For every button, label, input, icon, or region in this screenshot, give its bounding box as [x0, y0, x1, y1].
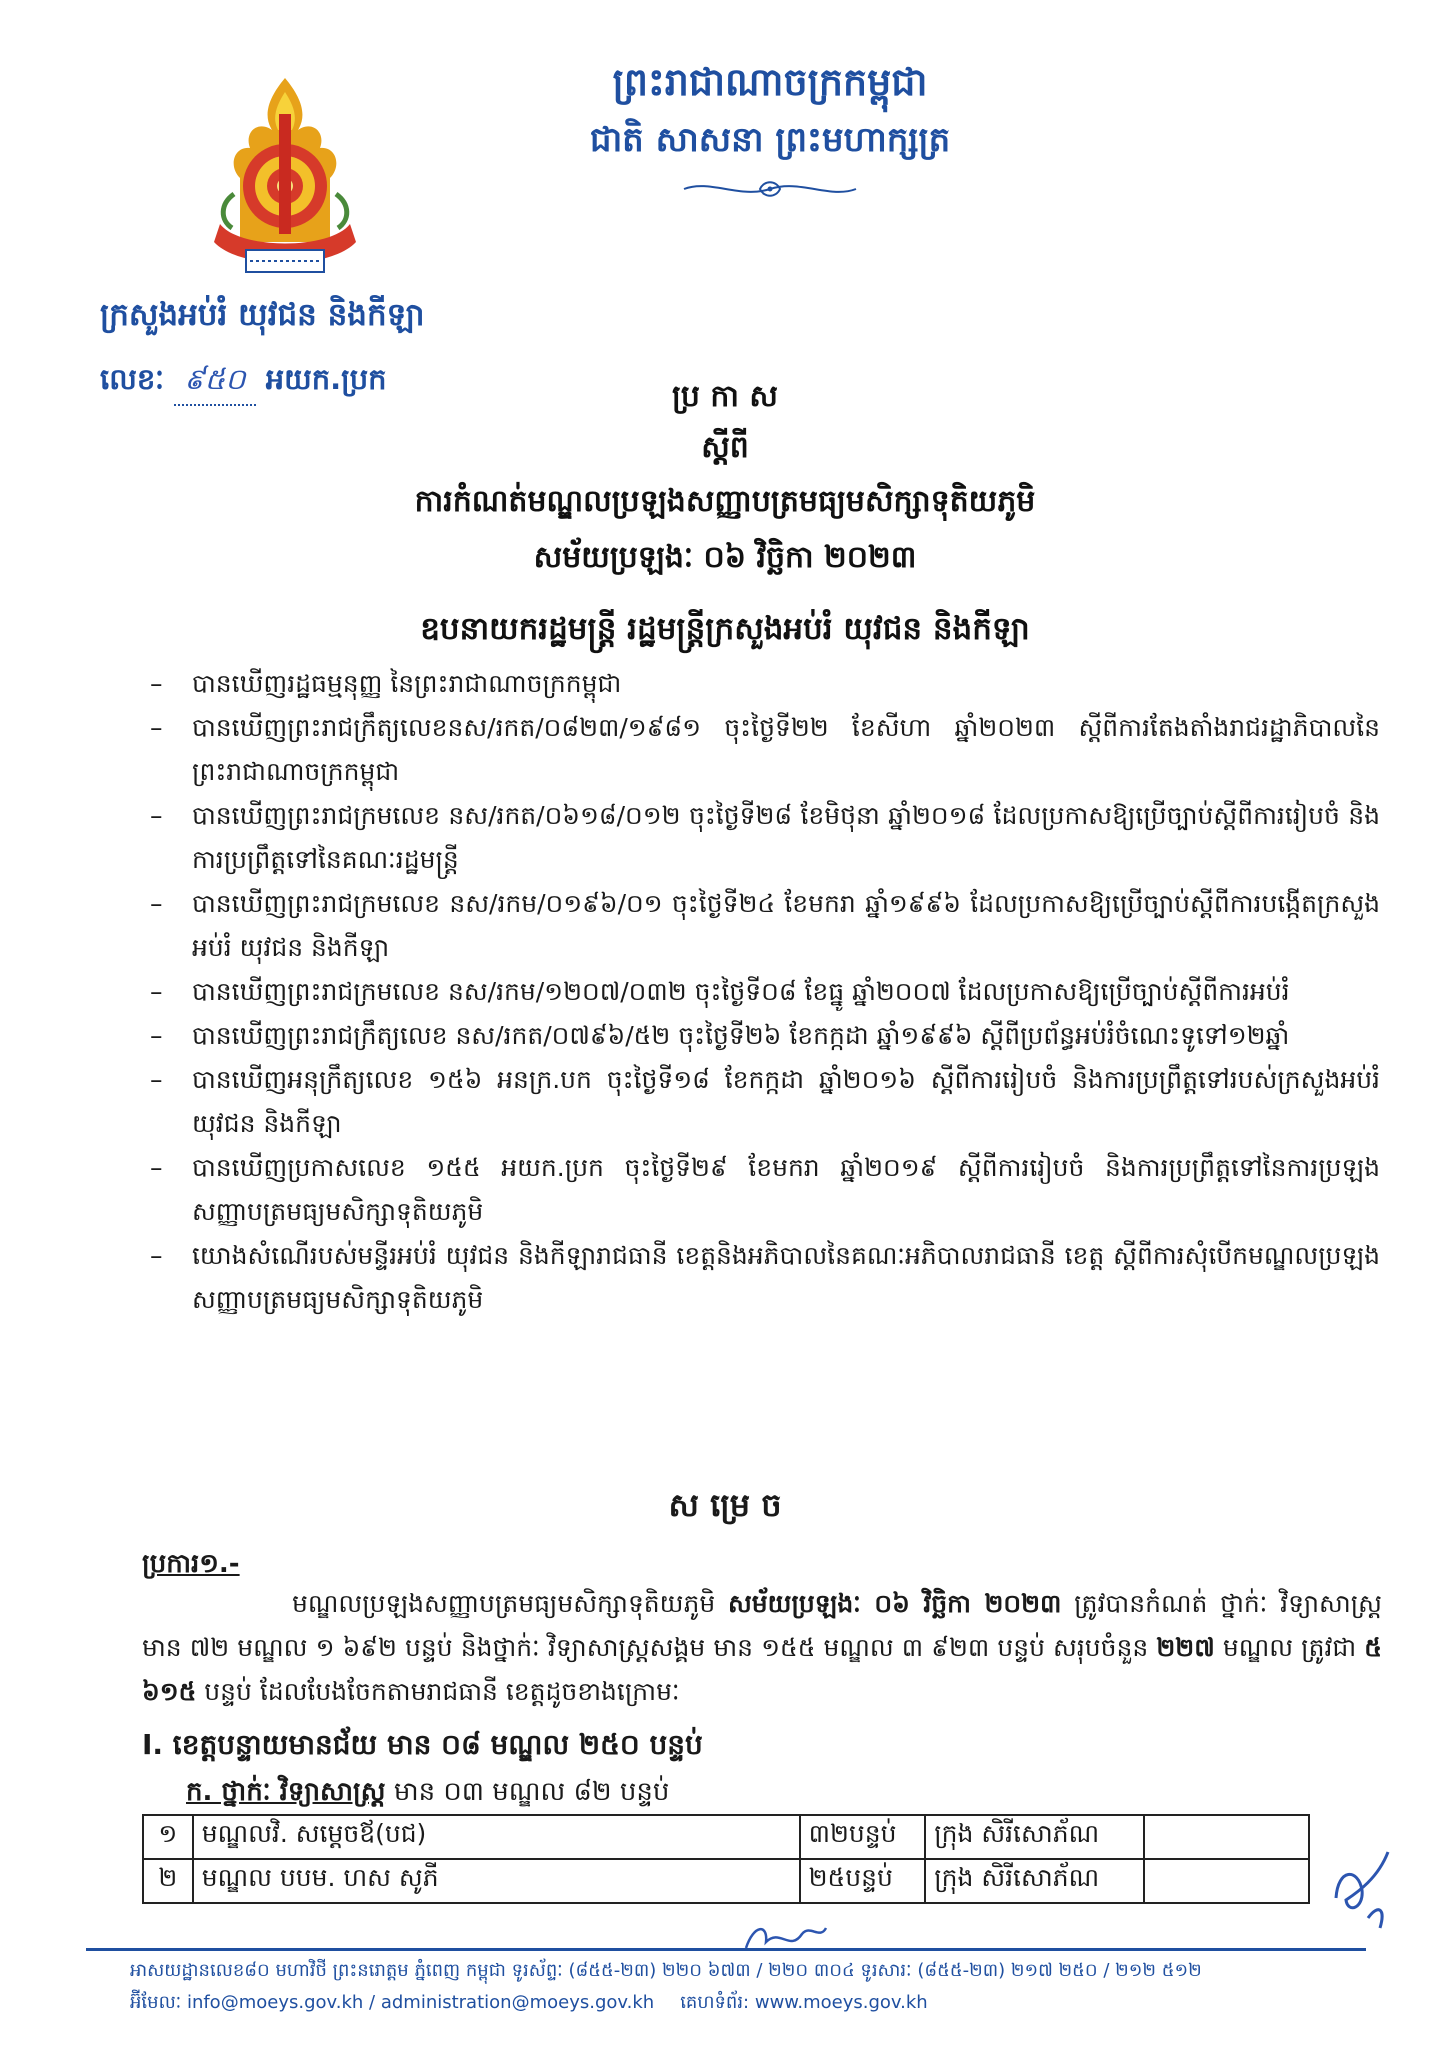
footer-contacts [130, 1988, 1350, 2018]
handwritten-initials-signature [1328, 1838, 1398, 1938]
legal-basis-text: បានឃើញព្រះរាជក្រមលេខ នស/រកម/០១៩៦/០១ ចុះថ្ងៃទី២៤ ខែមករា ឆ្នាំ១៩៩៦ ដែលប្រកាសឱ្យប្រើច្បាប់ស្តីពីការបង្កើតក្រសួងអប់រំ យុវជន និងកីឡា [192, 889, 1380, 962]
announcement-subject: ការកំណត់មណ្ឌលប្រឡងសញ្ញាបត្រមធ្យមសិក្សាទុតិយភូមិ [414, 484, 1036, 519]
dash-bullet: – [150, 1241, 163, 1270]
legal-basis-list [150, 662, 1380, 1322]
legal-basis-item [150, 794, 1380, 882]
dash-bullet: – [150, 713, 163, 742]
legal-basis-text: បានឃើញព្រះរាជក្រឹត្យលេខ នស/រកត/០៧៩៦/៥២ ចុះថ្ងៃទី២៦ ខែកក្កដា ឆ្នាំ១៩៩៦ ស្តីពីប្រព័ន្ធអប់រំចំណេះទូទៅ១២ឆ្នាំ [192, 1021, 1290, 1050]
announcement-type: ប្រ កា ស [672, 379, 778, 414]
center-location: ក្រុង សិរីសោភ័ណ [925, 1815, 1144, 1859]
issuer-title: ឧបនាយករដ្ឋមន្ត្រី រដ្ឋមន្ត្រីក្រសួងអប់រំ យុវជន និងកីឡា [420, 611, 1030, 647]
center-rooms: ៣២បន្ទប់ [800, 1815, 926, 1859]
dash-bullet: – [150, 801, 163, 830]
email-label: អ៊ីមែលៈ [130, 1992, 182, 2013]
legal-basis-item [150, 882, 1380, 970]
article-1-text [142, 1582, 1382, 1714]
legal-basis-item [150, 1234, 1380, 1322]
center-location: ក្រុង សិរីសោភ័ណ [925, 1859, 1144, 1903]
legal-basis-text: បានឃើញព្រះរាជក្រមលេខ នស/រកត/០៦១៨/០១២ ចុះថ្ងៃទី២៨ ខែមិថុនា ឆ្នាំ២០១៨ ដែលប្រកាសឱ្យប្រើច្បាប់ស្តីពីការរៀបចំ និងការប្រព្រឹត្តទៅនៃគណៈរដ្ឋមន្ត្រី [192, 801, 1380, 874]
exam-session-date: សម័យប្រឡងៈ ០៦ វិច្ឆិកា ២០២៣ [533, 540, 917, 575]
center-number: ១ [143, 1815, 193, 1859]
center-note [1144, 1815, 1309, 1859]
website-url: www.moeys.gov.kh [754, 1992, 928, 2013]
stream-heading [186, 1770, 669, 1814]
article-text-part: មណ្ឌលប្រឡងសញ្ញាបត្រមធ្យមសិក្សាទុតិយភូមិ [292, 1589, 728, 1618]
ministry-name: ក្រសួងអប់រំ យុវជន និងកីឡា [100, 297, 425, 333]
website-label: គេហទំព័រ: [680, 1992, 750, 2013]
article-total-centers: ២២៧ [1156, 1633, 1215, 1662]
table-row [143, 1815, 1309, 1859]
legal-basis-text: យោងសំណើរបស់មន្ទីរអប់រំ យុវជន និងកីឡារាជធានី ខេត្តនិងអភិបាលនៃគណៈអភិបាលរាជធានី ខេត្ត ស្តីពីការសុំបើកមណ្ឌលប្រឡងសញ្ញាបត្រមធ្យមសិក្សាទុតិយភូមិ [192, 1241, 1380, 1314]
footer-address: អាសយដ្ឋានលេខ៨០ មហាវិថី ព្រះនរោត្តម ភ្នំពេញ កម្ពុជា ទូរស័ព្ទៈ (៨៥៥-២៣) ២២០ ៦៧៣ / ២២០ ៣០៤ ទូរសារៈ (៨៥៥-២៣) ២១៧ ២៥០ / ២១២ ៥១២ [130, 1960, 1202, 1981]
center-name: មណ្ឌល បបម. ហស សូភី [193, 1859, 800, 1903]
table-row [143, 1859, 1309, 1903]
national-motto: ជាតិ សាសនា ព្រះមហាក្សត្រ [589, 120, 951, 160]
dash-bullet: – [150, 1065, 163, 1094]
decision-heading: ស ម្រេ ច [668, 1486, 782, 1524]
email-address: info@moeys.gov.kh / administration@moeys.gov.kh [186, 1992, 655, 2013]
legal-basis-item [150, 1014, 1380, 1058]
dash-bullet: – [150, 1153, 163, 1182]
reference-suffix: អយក.ប្រក [265, 362, 387, 396]
handwritten-signature-mark [740, 1918, 830, 1958]
legal-basis-item [150, 1146, 1380, 1234]
center-name: មណ្ឌលវិ. សម្តេចឪ(បជ) [193, 1815, 800, 1859]
reference-label: លេខៈ [100, 362, 165, 396]
province-heading: I. ខេត្តបន្ទាយមានជ័យ មាន ០៨ មណ្ឌល ២៥០ បន្ទប់ [142, 1728, 703, 1761]
legal-basis-text: បានឃើញប្រកាសលេខ ១៥៥ អយក.ប្រក ចុះថ្ងៃទី២៩ ខែមករា ឆ្នាំ២០១៩ ស្តីពីការរៀបចំ និងការប្រព្រឹត្តទៅនៃការប្រឡងសញ្ញាបត្រមធ្យមសិក្សាទុតិយភូមិ [192, 1153, 1380, 1226]
kingdom-name: ព្រះរាជាណាចក្រកម្ពុជា [612, 60, 928, 104]
legal-basis-text: បានឃើញព្រះរាជក្រឹត្យលេខនស/រកត/០៨២៣/១៩៨១ ចុះថ្ងៃទី២២ ខែសីហា ឆ្នាំ២០២៣ ស្តីពីការតែងតាំងរាជរដ្ឋាភិបាលនៃព្រះរាជាណាចក្រកម្ពុជា [192, 713, 1380, 786]
ornament-divider-icon [680, 174, 860, 204]
dash-bullet: – [150, 1021, 163, 1050]
dash-bullet: – [150, 889, 163, 918]
legal-basis-item [150, 1058, 1380, 1146]
article-total-rooms: ៥ ៦១៥ [142, 1633, 1382, 1706]
legal-basis-item [150, 706, 1380, 794]
center-note [1144, 1859, 1309, 1903]
legal-basis-item [150, 970, 1380, 1014]
royal-emblem-seal [200, 74, 370, 284]
article-text-part: មណ្ឌល ត្រូវជា [1214, 1633, 1365, 1662]
article-text-part: បន្ទប់ ដែលបែងចែកតាមរាជធានី ខេត្តដូចខាងក្រោមៈ [196, 1677, 680, 1706]
announcement-titles [150, 372, 1300, 660]
footer-divider [86, 1948, 1366, 1951]
article-text-part: ត្រូវបានកំណត់ ថ្នាក់ៈ វិទ្យាសាស្ត្រ មាន ៧២ មណ្ឌល ១ ៦៩២ បន្ទប់ និងថ្នាក់ៈ វិទ្យាសាស្ត្រសង្គម មាន ១៥៥ មណ្ឌល ៣ ៩២៣ បន្ទប់ សរុបចំនួន [142, 1589, 1382, 1662]
kingdom-heading [520, 52, 1020, 204]
about-label: ស្តីពី [701, 430, 749, 465]
article-exam-date: សម័យប្រឡងៈ ០៦ វិច្ឆិកា ២០២៣ [728, 1589, 1062, 1618]
legal-basis-text: បានឃើញរដ្ឋធម្មនុញ្ញ នៃព្រះរាជាណាចក្រកម្ពុជា [192, 669, 622, 698]
article-1-label: ប្រការ១.- [142, 1549, 240, 1579]
stream-label: ក. ថ្នាក់ៈ វិទ្យាសាស្ត្រ [186, 1777, 386, 1807]
center-number: ២ [143, 1859, 193, 1903]
dash-bullet: – [150, 977, 163, 1006]
reference-number-handwritten: ៩៥០ [174, 362, 256, 406]
dash-bullet: – [150, 669, 163, 698]
exam-centers-table [142, 1814, 1310, 1904]
legal-basis-item [150, 662, 1380, 706]
center-rooms: ២៥បន្ទប់ [800, 1859, 926, 1903]
footer-website [680, 1988, 928, 2018]
footer-email [130, 1988, 654, 2018]
stream-count: មាន ០៣ មណ្ឌល ៨២ បន្ទប់ [385, 1777, 670, 1807]
legal-basis-text: បានឃើញព្រះរាជក្រមលេខ នស/រកម/១២០៧/០៣២ ចុះថ្ងៃទី០៨ ខែធ្នូ ឆ្នាំ២០០៧ ដែលប្រកាសឱ្យប្រើច្បាប់ស្តីពីការអប់រំ [192, 977, 1290, 1006]
legal-basis-text: បានឃើញអនុក្រឹត្យលេខ ១៥៦ អនក្រ.បក ចុះថ្ងៃទី១៨ ខែកក្កដា ឆ្នាំ២០១៦ ស្តីពីការរៀបចំ និងការប្រព្រឹត្តទៅរបស់ក្រសួងអប់រំ យុវជន និងកីឡា [192, 1065, 1380, 1138]
